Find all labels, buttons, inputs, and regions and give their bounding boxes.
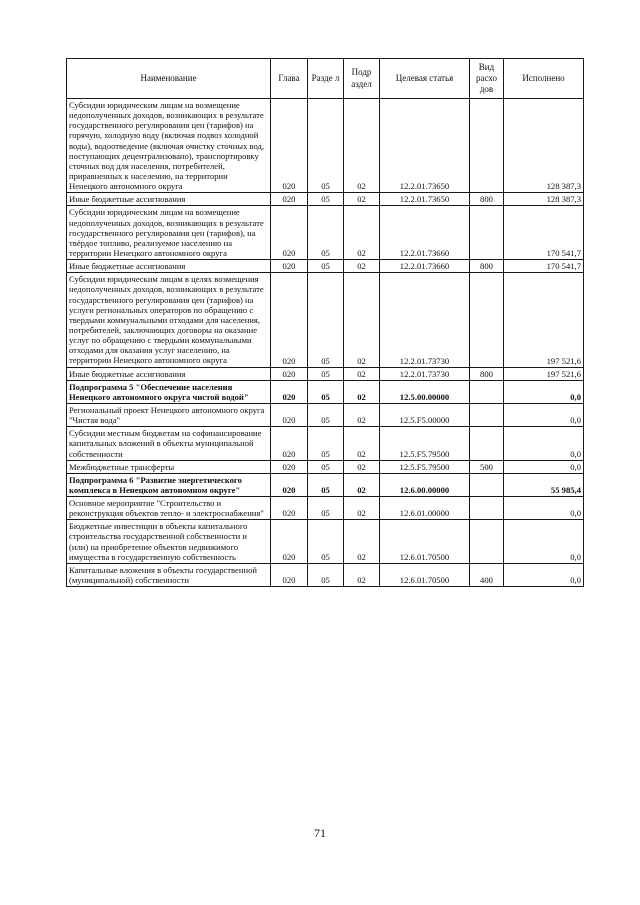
row-subsection: 02 (344, 193, 380, 206)
row-target: 12.2.01.73660 (380, 206, 470, 260)
row-subsection: 02 (344, 273, 380, 367)
row-executed: 170 541,7 (504, 260, 584, 273)
row-name: Субсидии юридическим лицам в целях возмещения недополученных доходов, возникающих в результате государственного регулирования цен (тарифов) на услуги региональных операторов по обращению с твердыми коммунальными отходами для населения, потребителей, заключающих договоры на оказание услуг по обращению с твердыми коммунальными отходами для оказания услуг населению, на территории Ненецкого автономного округа (67, 273, 271, 367)
header-executed: Исполнено (504, 59, 584, 99)
row-executed: 0,0 (504, 427, 584, 460)
row-section: 05 (308, 273, 344, 367)
table-row (67, 563, 584, 586)
table-row (67, 206, 584, 260)
row-chapter: 020 (271, 403, 308, 426)
table-row (67, 497, 584, 520)
row-target: 12.6.01.70500 (380, 520, 470, 564)
row-subsection: 02 (344, 206, 380, 260)
row-chapter: 020 (271, 260, 308, 273)
row-chapter: 020 (271, 273, 308, 367)
row-chapter: 020 (271, 380, 308, 403)
row-subsection: 02 (344, 460, 380, 473)
row-expense-type: 800 (470, 367, 504, 380)
header-row (67, 59, 584, 99)
header-name: Наименование (67, 59, 271, 99)
row-chapter: 020 (271, 367, 308, 380)
row-section: 05 (308, 460, 344, 473)
table-row (67, 193, 584, 206)
table-row (67, 427, 584, 460)
table-row (67, 403, 584, 426)
row-name: Основное мероприятие "Строительство и реконструкция объектов тепло- и электроснабжения" (67, 497, 271, 520)
row-chapter: 020 (271, 99, 308, 193)
row-expense-type (470, 99, 504, 193)
row-expense-type (470, 273, 504, 367)
row-subsection: 02 (344, 427, 380, 460)
row-target: 12.6.00.00000 (380, 473, 470, 496)
table-row (67, 367, 584, 380)
row-name: Субсидии юридическим лицам на возмещение недополученных доходов, возникающих в результате государственного регулирования цен (тарифов) на горячую, холодную воду (включая подвоз холодной воды), водоотведение (включая очистку сточных вод, поступающих децентрализовано), транспортировку сточных вод для населения, потребителей, приравненных к населению, на территории Ненецкого автономного округа (67, 99, 271, 193)
row-expense-type: 400 (470, 563, 504, 586)
page-number: 71 (314, 826, 326, 840)
row-executed: 0,0 (504, 520, 584, 564)
row-name: Субсидии юридическим лицам на возмещение недополученных доходов, возникающих в результате государственного регулирования цен (тарифов), на твёрдое топливо, реализуемое населению на территории Ненецкого автономного округа (67, 206, 271, 260)
row-target: 12.6.01.00000 (380, 497, 470, 520)
header-subsection: Подр аздел (344, 59, 380, 99)
row-subsection: 02 (344, 260, 380, 273)
row-name: Региональный проект Ненецкого автономного округа "Чистая вода" (67, 403, 271, 426)
budget-table (66, 58, 584, 587)
row-name: Подпрограмма 6 "Развитие энергетического комплекса в Ненецком автономном округе" (67, 473, 271, 496)
row-section: 05 (308, 403, 344, 426)
header-target: Целевая статья (380, 59, 470, 99)
row-executed: 0,0 (504, 460, 584, 473)
row-expense-type: 800 (470, 193, 504, 206)
row-target: 12.2.01.73650 (380, 99, 470, 193)
row-expense-type (470, 497, 504, 520)
row-subsection: 02 (344, 473, 380, 496)
row-expense-type: 500 (470, 460, 504, 473)
row-executed: 128 387,3 (504, 99, 584, 193)
row-chapter: 020 (271, 473, 308, 496)
row-expense-type (470, 403, 504, 426)
row-expense-type (470, 427, 504, 460)
table-row (67, 260, 584, 273)
row-executed: 0,0 (504, 380, 584, 403)
row-subsection: 02 (344, 99, 380, 193)
row-executed: 0,0 (504, 403, 584, 426)
row-section: 05 (308, 206, 344, 260)
row-target: 12.2.01.73650 (380, 193, 470, 206)
table-row (67, 460, 584, 473)
table-body (67, 99, 584, 587)
row-target: 12.6.01.70500 (380, 563, 470, 586)
row-section: 05 (308, 563, 344, 586)
row-target: 12.5.F5.00000 (380, 403, 470, 426)
row-chapter: 020 (271, 497, 308, 520)
row-executed: 197 521,6 (504, 273, 584, 367)
row-target: 12.5.F5.79500 (380, 427, 470, 460)
row-name: Иные бюджетные ассигнования (67, 193, 271, 206)
row-subsection: 02 (344, 520, 380, 564)
row-target: 12.2.01.73730 (380, 367, 470, 380)
row-section: 05 (308, 260, 344, 273)
row-executed: 197 521,6 (504, 367, 584, 380)
header-chapter: Глава (271, 59, 308, 99)
row-target: 12.5.F5.79500 (380, 460, 470, 473)
row-section: 05 (308, 193, 344, 206)
header-section: Разде л (308, 59, 344, 99)
row-target: 12.2.01.73660 (380, 260, 470, 273)
row-section: 05 (308, 380, 344, 403)
row-section: 05 (308, 520, 344, 564)
row-executed: 128 387,3 (504, 193, 584, 206)
row-section: 05 (308, 99, 344, 193)
row-section: 05 (308, 497, 344, 520)
table-row (67, 99, 584, 193)
row-expense-type (470, 380, 504, 403)
row-subsection: 02 (344, 563, 380, 586)
row-chapter: 020 (271, 206, 308, 260)
row-name: Подпрограмма 5 "Обеспечение населения Ненецкого автономного округа чистой водой" (67, 380, 271, 403)
row-section: 05 (308, 367, 344, 380)
row-subsection: 02 (344, 497, 380, 520)
row-chapter: 020 (271, 563, 308, 586)
row-chapter: 020 (271, 427, 308, 460)
row-executed: 55 985,4 (504, 473, 584, 496)
row-chapter: 020 (271, 193, 308, 206)
row-section: 05 (308, 473, 344, 496)
row-expense-type (470, 520, 504, 564)
table-row (67, 473, 584, 496)
row-subsection: 02 (344, 380, 380, 403)
header-expense-type: Вид расхо дов (470, 59, 504, 99)
row-chapter: 020 (271, 460, 308, 473)
row-name: Субсидии местным бюджетам на софинансирование капитальных вложений в объекты муниципальной собственности (67, 427, 271, 460)
table-row (67, 380, 584, 403)
row-chapter: 020 (271, 520, 308, 564)
row-executed: 0,0 (504, 563, 584, 586)
row-subsection: 02 (344, 367, 380, 380)
table-row (67, 273, 584, 367)
row-section: 05 (308, 427, 344, 460)
row-target: 12.5.00.00000 (380, 380, 470, 403)
row-name: Иные бюджетные ассигнования (67, 367, 271, 380)
row-expense-type (470, 206, 504, 260)
row-executed: 0,0 (504, 497, 584, 520)
row-target: 12.2.01.73730 (380, 273, 470, 367)
row-expense-type (470, 473, 504, 496)
row-name: Бюджетные инвестиции в объекты капитального строительства государственной собственности и (или) на приобретение объектов недвижимого имущества в государственную собственность (67, 520, 271, 564)
row-name: Иные бюджетные ассигнования (67, 260, 271, 273)
row-subsection: 02 (344, 403, 380, 426)
row-name: Межбюджетные трансферты (67, 460, 271, 473)
table-row (67, 520, 584, 564)
row-executed: 170 541,7 (504, 206, 584, 260)
row-name: Капитальные вложения в объекты государственной (муниципальной) собственности (67, 563, 271, 586)
row-expense-type: 800 (470, 260, 504, 273)
